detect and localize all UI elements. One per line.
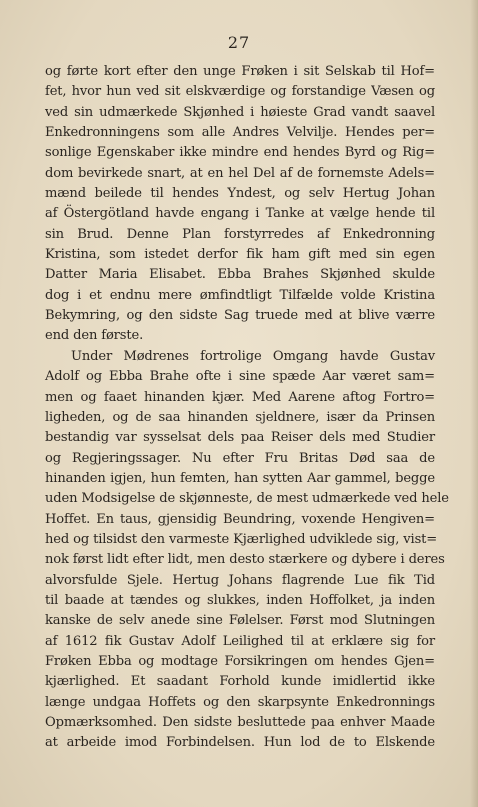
text-line: Kristina, som istedet derfor fik ham gift med sin egen [45,247,435,263]
text-line: Hoffet. En taus, gjensidig Beundring, voxende Hengiven= [45,511,435,527]
text-line: alvorsfulde Sjele. Hertug Johans flagrende Lue fik Tid [45,572,435,588]
text-line: uden Modsigelse de skjønneste, de mest udmærkede ved hele [45,491,449,507]
text-line: dom bevirkede snart, at en hel Del af de fornemste Adels= [45,165,435,181]
text-line: sin Brud. Denne Plan forstyrredes af Enkedronning [45,226,435,242]
text-line: end den første. [45,328,144,344]
text-line: længe undgaa Hoffets og den skarpsynte Enkedronnings [45,694,435,710]
text-line: men og faaet hinanden kjær. Med Aarene aftog Fortro= [45,389,435,405]
body-text [45,62,449,754]
text-line: til baade at tændes og slukkes, inden Hoffolket, ja inden [45,592,435,608]
text-line: ved sin udmærkede Skjønhed i høieste Grad vandt saavel [45,104,435,120]
text-line: Opmærksomhed. Den sidste besluttede paa enhver Maade [45,715,435,730]
text-line: dog i et endnu mere ømfindtligt Tilfælde volde Kristina [45,287,435,303]
text-line: af 1612 fik Gustav Adolf Leilighed til at erklære sig for [45,633,435,649]
text-line: kjærlighed. Et saadant Forhold kunde imidlertid ikke [45,674,435,690]
text-line: nok først lidt efter lidt, men desto stærkere og dybere i deres [45,552,445,568]
text-line: Frøken Ebba og modtage Forsikringen om hendes Gjen= [45,653,435,669]
text-line: og Regjeringssager. Nu efter Fru Britas Død saa de [45,450,435,466]
text-line: hed og tilsidst den varmeste Kjærlighed udviklede sig, vist= [45,531,438,547]
paragraph-first-line: Under Mødrenes fortrolige Omgang havde Gustav [71,348,435,364]
page-edge-shadow [470,0,478,807]
text-line: kanske de selv anede sine Følelser. Først mod Slutningen [45,613,435,629]
text-line: mænd beilede til hendes Yndest, og selv Hertug Johan [45,186,435,202]
text-line: Bekymring, og den sidste Sag truede med at blive værre [45,308,435,324]
text-line: af Östergötland havde engang i Tanke at vælge hende til [45,206,435,222]
text-line: at arbeide imod Forbindelsen. Hun lod de to Elskende [45,735,435,751]
text-line: ligheden, og de saa hinanden sjeldnere, især da Prinsen [45,409,435,425]
text-line: hinanden igjen, hun femten, han sytten Aar gammel, begge [45,470,435,486]
text-line: bestandig var sysselsat dels paa Reiser dels med Studier [45,430,435,446]
text-line: Enkedronningens som alle Andres Velvilje. Hendes per= [45,125,435,141]
text-line: fet, hvor hun ved sit elskværdige og forstandige Væsen og [45,84,435,100]
text-line: sonlige Egenskaber ikke mindre end hendes Byrd og Rig= [45,145,435,161]
text-line: og førte kort efter den unge Frøken i sit Selskab til Hof= [45,64,435,79]
page-number: 27 [227,33,251,52]
text-line: Datter Maria Elisabet. Ebba Brahes Skjønhed skulde [45,267,435,283]
text-line: Adolf og Ebba Brahe ofte i sine spæde Aar været sam= [45,369,435,385]
